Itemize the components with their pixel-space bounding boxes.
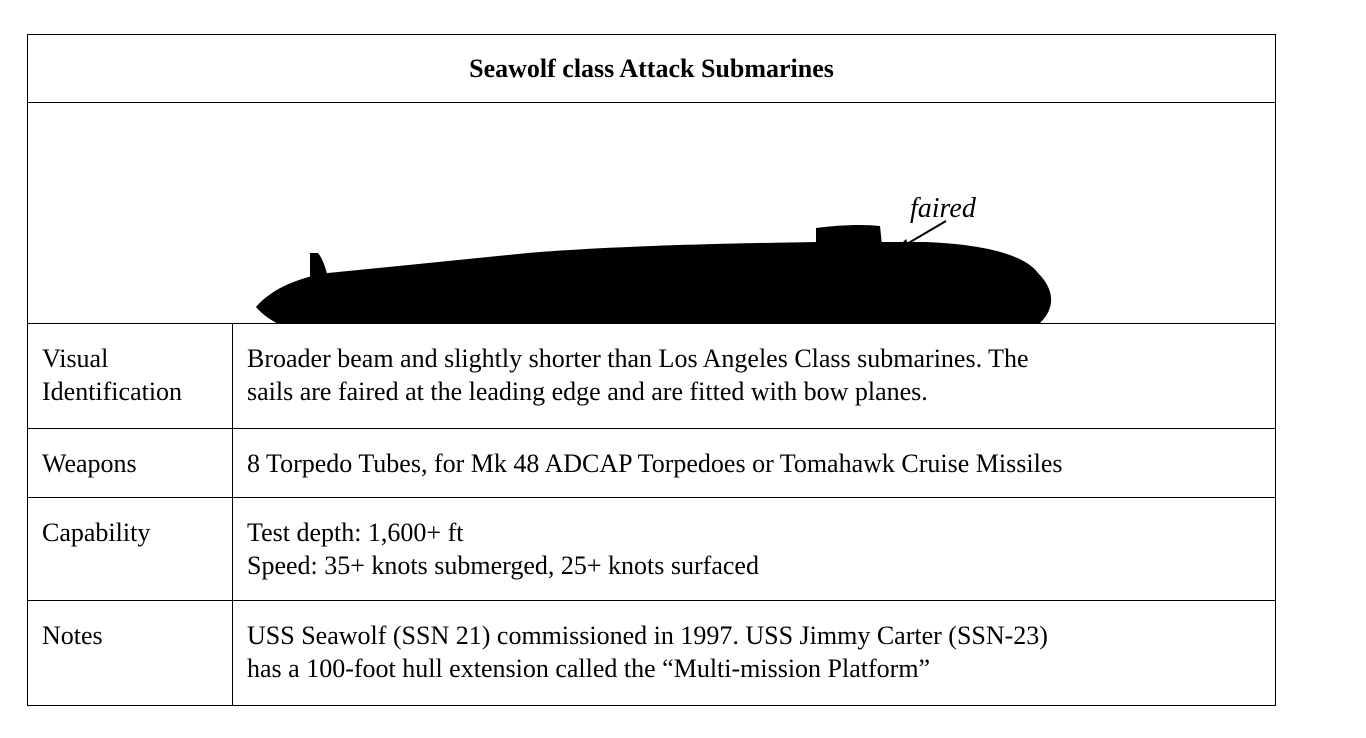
table-row (28, 601, 1275, 705)
row-label (28, 429, 233, 497)
row-label-line: Weapons (42, 449, 137, 478)
row-value (233, 429, 1275, 497)
row-label (28, 498, 233, 600)
row-value (233, 498, 1275, 600)
submarine-silhouette (28, 103, 1274, 323)
submarine-silhouette-cell (28, 103, 1275, 324)
row-label (28, 601, 233, 705)
row-label (28, 324, 233, 428)
row-value-line: Broader beam and slightly shorter than Los Angeles Class submarines. The (247, 344, 1029, 373)
table-row (28, 324, 1275, 429)
table-row (28, 498, 1275, 601)
row-value-line: 8 Torpedo Tubes, for Mk 48 ADCAP Torpedoes or Tomahawk Cruise Missiles (247, 449, 1063, 478)
row-value-line: Speed: 35+ knots submerged, 25+ knots surfaced (247, 551, 759, 580)
row-value-line: has a 100-foot hull extension called the “Multi-mission Platform” (247, 654, 931, 683)
submarine-info-table (27, 34, 1276, 706)
row-value-line: USS Seawolf (SSN 21) commissioned in 1997. USS Jimmy Carter (SSN-23) (247, 621, 1048, 650)
submarine-hull (256, 242, 1051, 323)
table-row (28, 429, 1275, 498)
submarine-stern-fin (310, 253, 332, 323)
row-label-line: Notes (42, 621, 103, 650)
row-value (233, 324, 1275, 428)
row-value-line: sails are faired at the leading edge and are fitted with bow planes. (247, 377, 928, 406)
faired-label: faired (910, 193, 976, 224)
table-title: Seawolf class Attack Submarines (28, 35, 1275, 103)
row-value-line: Test depth: 1,600+ ft (247, 518, 464, 547)
row-label-line: Identification (42, 377, 183, 406)
row-label-line: Capability (42, 518, 151, 547)
row-value (233, 601, 1275, 705)
row-label-line: Visual (42, 344, 109, 373)
